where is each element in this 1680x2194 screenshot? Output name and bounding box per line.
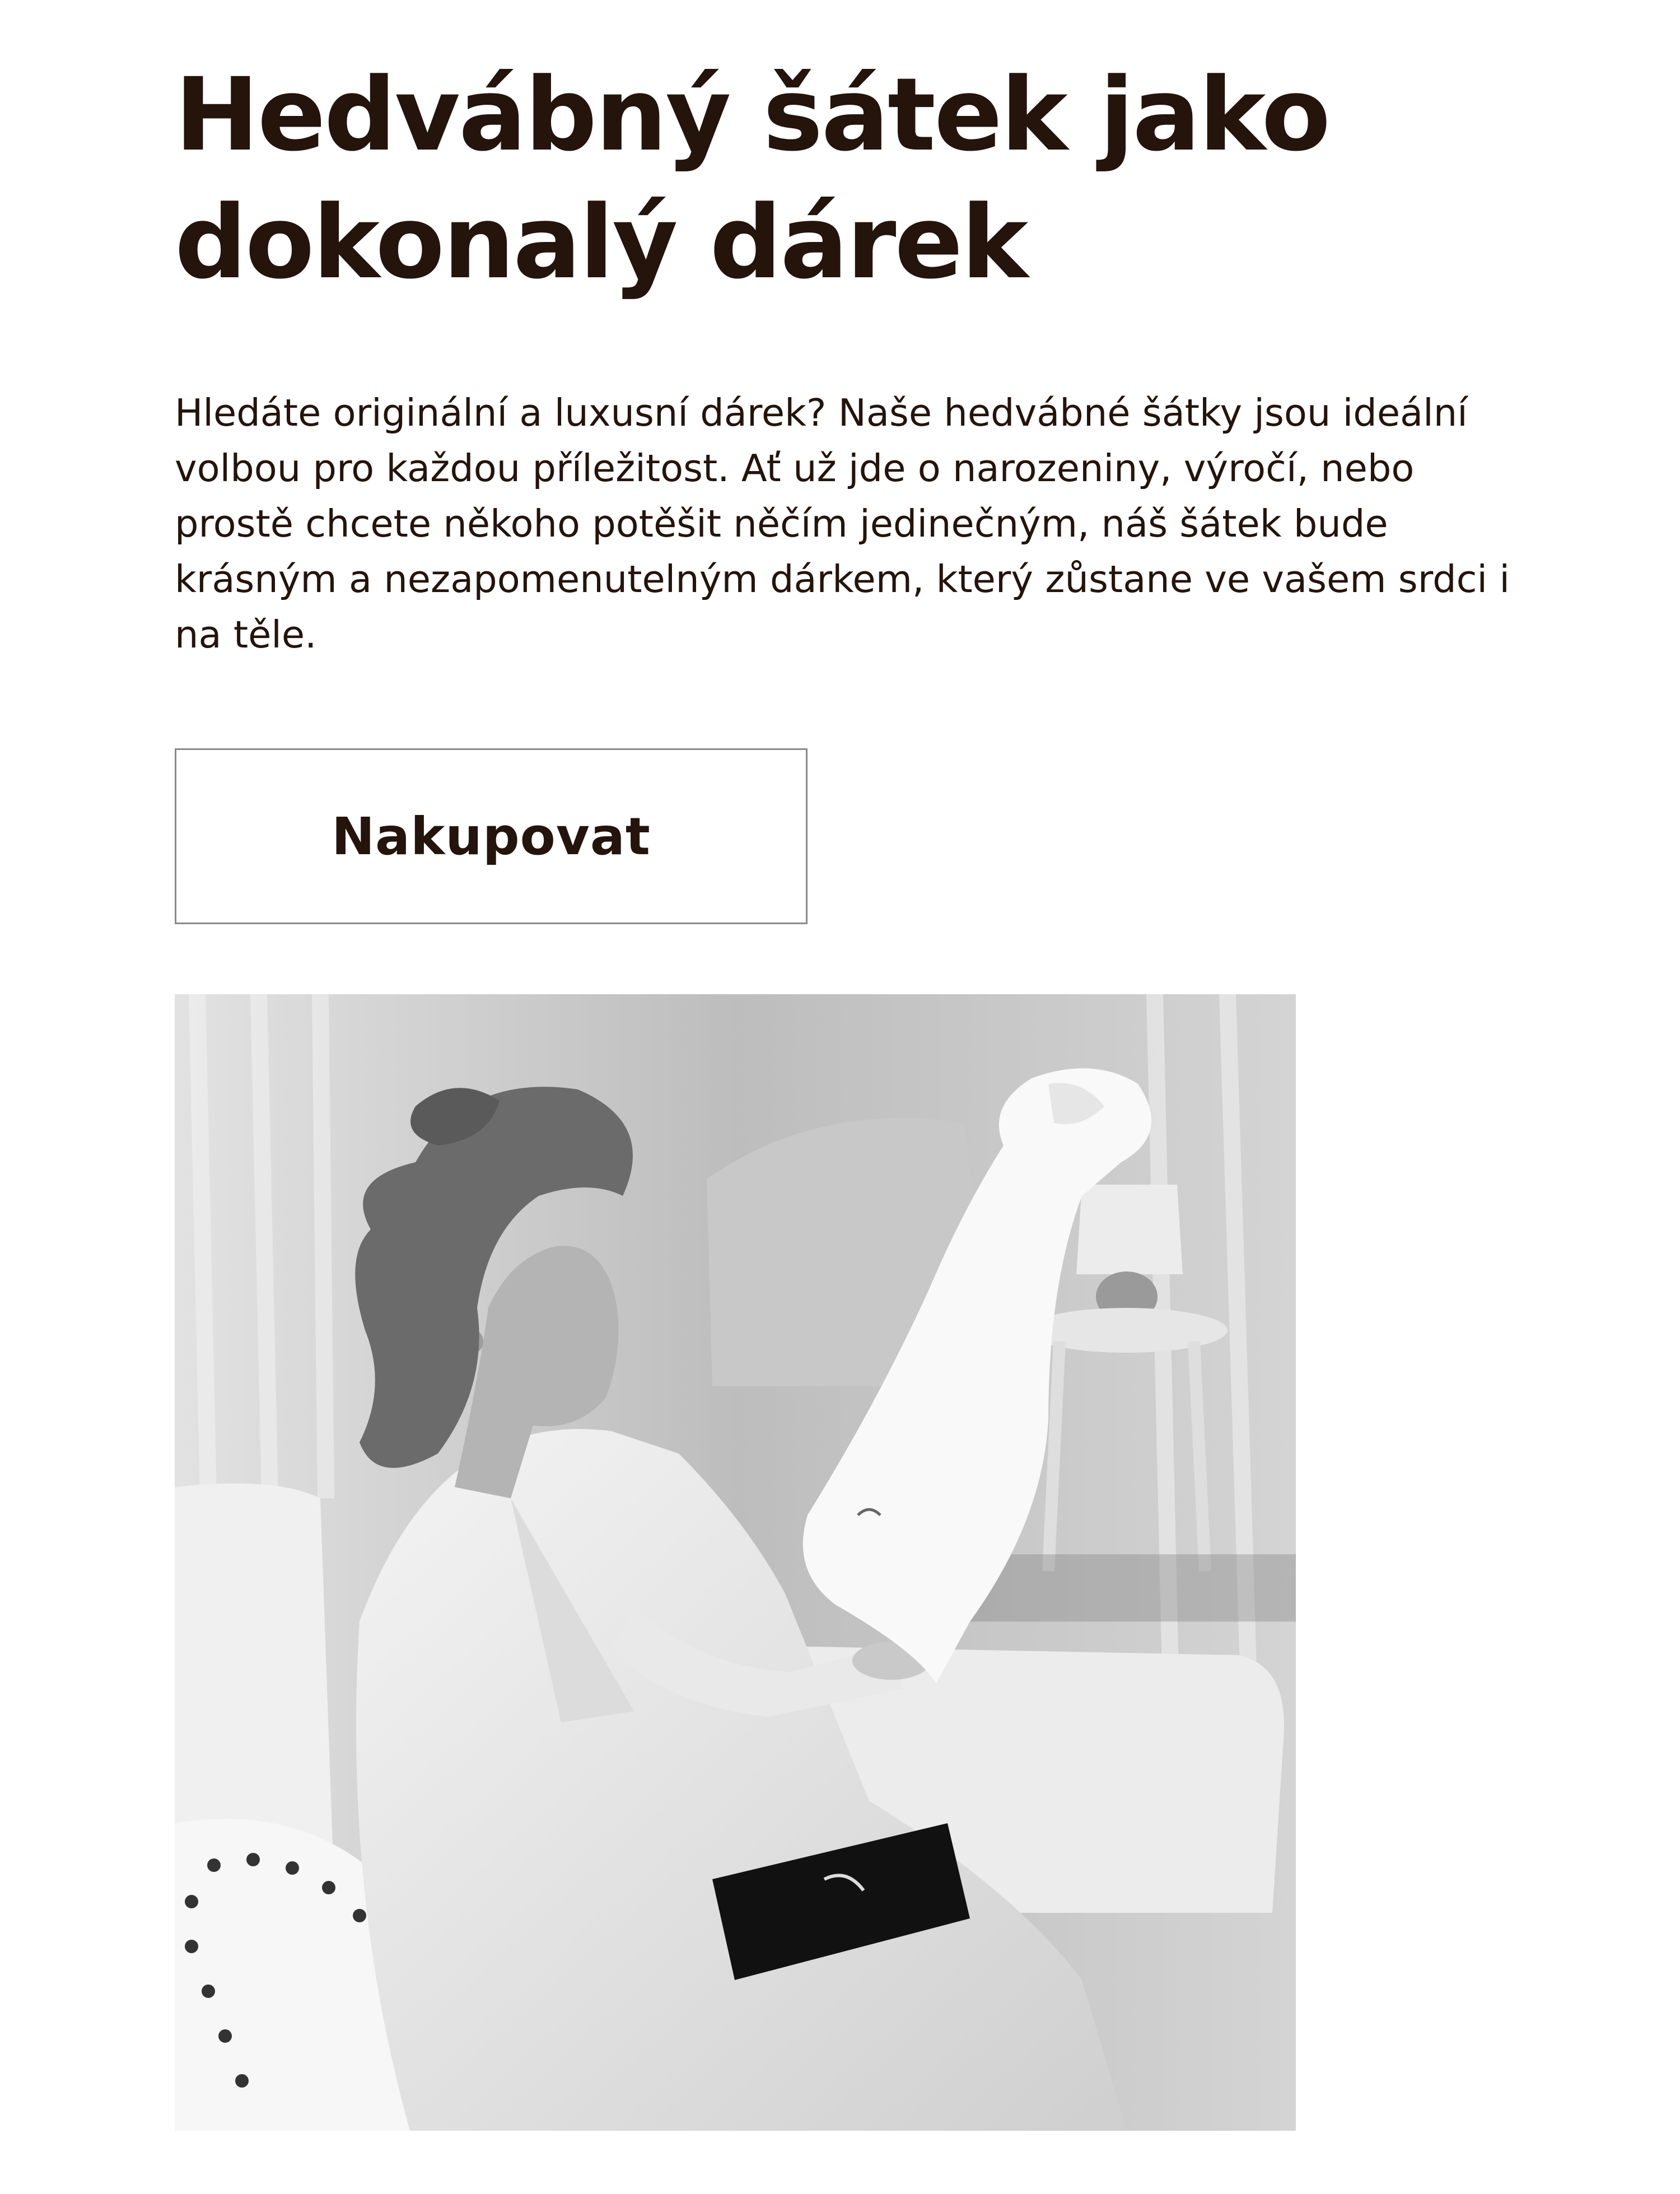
hero-photo	[175, 994, 1296, 2131]
page-title: Hedvábný šátek jako dokonalý dárek	[175, 57, 1329, 301]
photo-illustration	[175, 994, 1296, 2131]
shop-button-label: Nakupovat	[332, 806, 651, 867]
shop-button[interactable]	[175, 748, 808, 924]
lead-paragraph: Hledáte originální a luxusní dárek? Naše hedvábné šátky jsou ideální volbou pro každou příležitost. Ať už jde o narozeniny, výročí, nebo prostě chcete někoho potěšit něčím jedinečným, náš šátek bude krásným a nezapomenutelným dárkem, který zůstane ve vašem srdci i na těle.	[175, 391, 1510, 656]
